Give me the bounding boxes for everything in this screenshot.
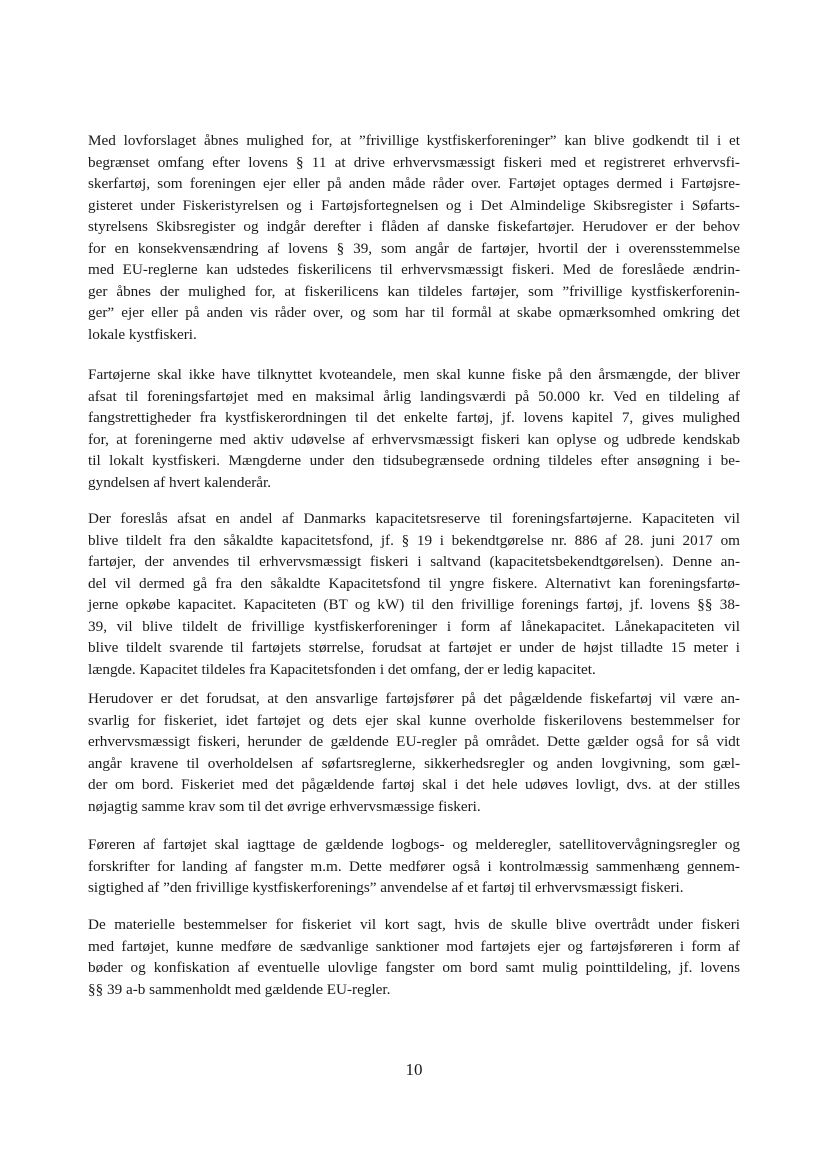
text-line: Der foreslås afsat en andel af Danmarks kapacitetsreserve til foreningsfartøjerne. Kapaciteten vil — [88, 510, 740, 527]
text-line: 39, vil blive tildelt de frivillige kystfiskerforeninger i form af lånekapacitet. Lånekapaciteten vil — [88, 617, 740, 635]
text-line: Herudover er det forudsat, at den ansvarlige fartøjsfører på det pågældende fiskefartøj vil være an- — [88, 690, 740, 707]
text-line: til lokalt kystfiskeri. Mængderne under den tidsubegrænsede ordning tildeles efter ansøgning i be- — [88, 452, 740, 469]
text-line: Fartøjerne skal ikke have tilknyttet kvoteandele, men skal kunne fiske på den årsmængde, der bliver — [88, 366, 740, 383]
text-line: blive tildelt fra den såkaldte kapacitetsfond, jf. § 19 i bekendtgørelse nr. 886 af 28. juni 2017 om — [88, 531, 740, 549]
paragraph-4 — [88, 688, 740, 817]
paragraph-3 — [88, 508, 740, 680]
text-line: De materielle bestemmelser for fiskeriet vil kort sagt, hvis de skulle blive overtrådt under fiskeri — [88, 916, 740, 933]
text-line: afsat til foreningsfartøjet med en maksimal årlig landingsværdi på 50.000 kr. Ved en tildeling af — [88, 387, 740, 405]
text-line: for en konsekvensændring af lovens § 39, som angår de fartøjer, hvortil der i overensstemmelse — [88, 239, 740, 257]
text-line: gisteret under Fiskeristyrelsen og i Fartøjsfortegnelsen og i Det Almindelige Skibsregister i Søfarts- — [88, 196, 740, 214]
text-line: ger” ejer eller på anden vis råder over, og som har til formål at skabe opmærksomhed omkring det — [88, 304, 740, 321]
text-line: forskrifter for landing af fangster m.m. Dette medfører også i kontrolmæssig sammenhæng gennem- — [88, 857, 740, 875]
text-line: angår kravene til overholdelsen af søfartsreglerne, sikkerhedsregler og anden lovgivning, som gæl- — [88, 754, 740, 772]
text-line: længde. Kapacitet tildeles fra Kapacitetsfonden i det omfang, der er ledig kapacitet. — [88, 660, 596, 678]
paragraph-1 — [88, 130, 740, 345]
text-line: svarlig for fiskeriet, idet fartøjet og dets ejer skal kunne overholde fiskerilovens bestemmelser for — [88, 711, 740, 729]
text-line: ger åbnes der mulighed for, at fiskerilicens kan tildeles fartøjer, som ”frivillige kystfiskerforenin- — [88, 282, 740, 300]
text-line: for, at foreningerne med aktiv udøvelse af erhvervsmæssigt fiskeri kan oplyse og udbrede kendskab — [88, 430, 740, 448]
paragraph-6 — [88, 914, 740, 1000]
page-number: 10 — [405, 1060, 423, 1079]
text-line: skerfartøj, som foreningen ejer eller på anden måde råder over. Fartøjet optages dermed i Fartøjsre- — [88, 175, 740, 192]
text-line: fartøjer, der anvendes til erhvervsmæssigt fiskeri i saltvand (kapacitetsbekendtgørelsen). Denne an- — [88, 553, 740, 570]
text-line: fangstrettigheder fra kystfiskerordningen til det enkelte fartøj, jf. lovens kapitel 7, gives mulighed — [88, 409, 740, 426]
text-line: begrænset omfang efter lovens § 11 at drive erhvervsmæssigt fiskeri med et registreret erhvervsfi- — [88, 153, 740, 171]
text-line: blive tildelt svarende til fartøjets størrelse, forudsat at fartøjet er under de højst tilladte 15 meter i — [88, 639, 740, 656]
text-line: §§ 39 a-b sammenholdt med gældende EU-regler. — [88, 980, 391, 998]
text-line: bøder og konfiskation af eventuelle ulovlige fangster om bord samt mulig pointtildeling, jf. lovens — [88, 959, 740, 976]
paragraph-5 — [88, 834, 740, 899]
text-line: del vil dermed gå fra den såkaldte Kapacitetsfond til yngre fiskere. Alternativt kan foreningsfartø- — [88, 574, 740, 592]
paragraph-2 — [88, 364, 740, 493]
text-line: nøjagtig samme krav som til det øvrige erhvervsmæssige fiskeri. — [88, 797, 481, 815]
text-line: Med lovforslaget åbnes mulighed for, at ”frivillige kystfiskerforeninger” kan blive godkendt til i et — [88, 132, 740, 149]
text-line: med fartøjet, kunne medføre de sædvanlige sanktioner mod fartøjets ejer og fartøjsføreren i form af — [88, 937, 740, 955]
text-line: der om bord. Fiskeriet med det pågældende fartøj skal i det hele udøves lovligt, dvs. at der stilles — [88, 776, 740, 793]
text-line: Føreren af fartøjet skal iagttage de gældende logbogs- og melderegler, satellitovervågningsregler og — [88, 836, 740, 853]
text-line: med EU-reglerne kan udstedes fiskerilicens til erhvervsmæssigt fiskeri. Med de foreslåede ændrin- — [88, 261, 740, 278]
text-line: lokale kystfiskeri. — [88, 325, 197, 343]
text-line: sigtighed af ”den frivillige kystfiskerforenings” anvendelse af et fartøj til erhvervsmæssigt fiskeri. — [88, 879, 684, 896]
text-line: gyndelsen af hvert kalenderår. — [88, 473, 272, 491]
text-line: erhvervsmæssigt fiskeri, herunder de gældende EU-regler på området. Dette gælder også for så vidt — [88, 733, 740, 750]
text-line: styrelsens Skibsregister og indgår derefter i flåden af danske fiskefartøjer. Herudover er der behov — [88, 218, 740, 235]
text-line: jerne opkøbe kapacitet. Kapaciteten (BT og kW) til den frivillige forenings fartøj, jf. lovens §§ 38- — [88, 596, 740, 613]
